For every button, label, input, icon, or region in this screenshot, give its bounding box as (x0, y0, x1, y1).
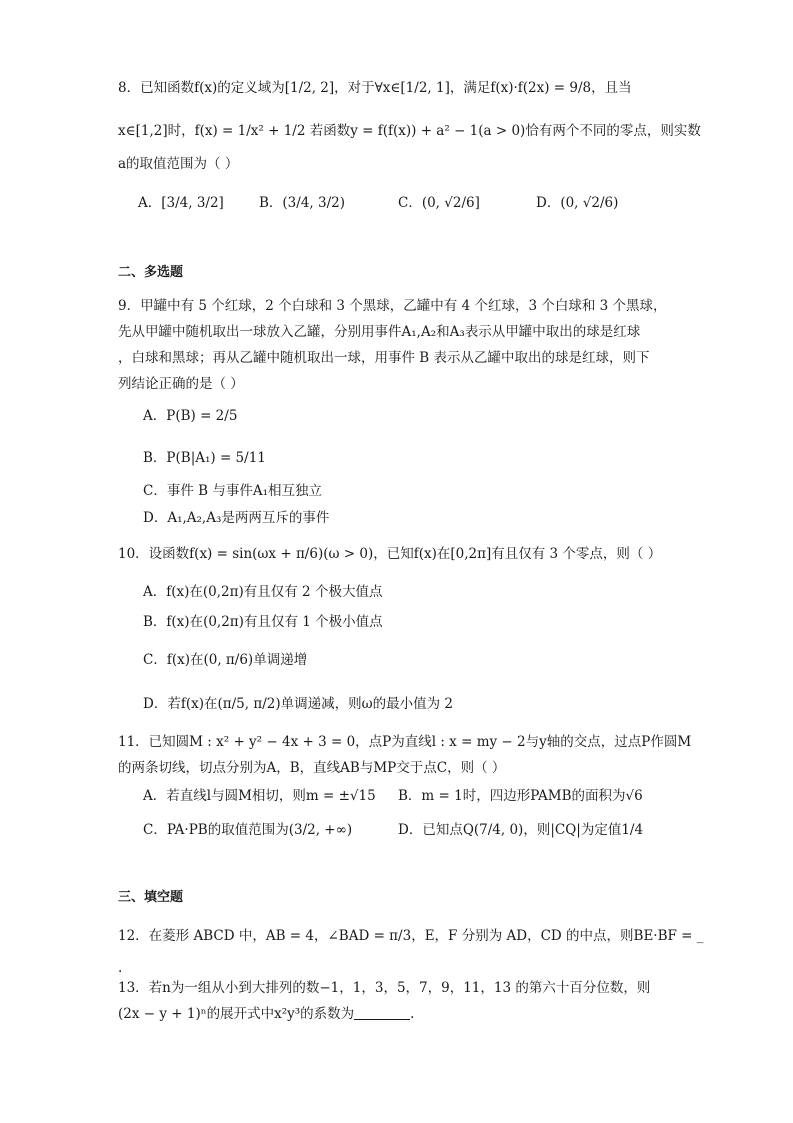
q10-option-a: A．f(x)在(0,2π)有且仅有 2 个极大值点 (143, 584, 383, 600)
section-heading-multiple-choice: 二、多选题 (118, 265, 184, 280)
q11-option-a: A．若直线l与圆M相切，则m = ±√15 (143, 788, 376, 804)
answer-blank (354, 1005, 410, 1020)
q10-line1: 10．设函数f(x) = sin(ωx + π/6)(ω > 0)，已知f(x)在[0,2π]有且仅有 3 个零点，则（ ） (118, 546, 662, 562)
q9-line1: 9．甲罐中有 5 个红球，2 个白球和 3 个黑球，乙罐中有 4 个红球，3 个白球和 3 个黑球， (118, 298, 667, 314)
q9-option-d: D．A₁,A₂,A₃是两两互斥的事件 (143, 510, 330, 526)
q11-option-b: B．m = 1时，四边形PAMB的面积为√6 (398, 788, 643, 804)
q12-line2: . (118, 960, 123, 976)
q10-option-c: C．f(x)在(0, π/6)单调递增 (143, 652, 308, 668)
q13-line1: 13．若n为一组从小到大排列的数−1，1，3，5，7，9，11，13 的第六十百分位数，则 (118, 980, 651, 996)
q11-line2: 的两条切线，切点分别为A，B，直线AB与MP交于点C，则（ ） (118, 760, 506, 776)
q9-option-a: A．P(B) = 2/5 (143, 408, 238, 424)
q11-option-d: D．已知点Q(7/4, 0)，则|CQ|为定值1/4 (398, 822, 644, 838)
q8-line2: x∈[1,2]时，f(x) = 1/x² + 1/2 若函数y = f(f(x)) + a² − 1(a > 0)恰有两个不同的零点，则实数 (118, 123, 701, 139)
section-heading-fill-in: 三、填空题 (118, 890, 184, 905)
q10-option-b: B．f(x)在(0,2π)有且仅有 1 个极小值点 (143, 614, 383, 630)
q9-option-b: B．P(B|A₁) = 5/11 (143, 450, 266, 466)
q13-line2-text: (2x − y + 1)ⁿ的展开式中x²y³的系数为 (118, 1006, 355, 1022)
q10-option-d: D．若f(x)在(π/5, π/2)单调递减，则ω的最小值为 2 (143, 696, 453, 712)
q11-option-c: C．PA·PB的取值范围为(3/2, +∞) (143, 822, 353, 838)
q9-line2: 先从甲罐中随机取出一球放入乙罐，分别用事件A₁,A₂和A₃表示从甲罐中取出的球是红球 (118, 324, 641, 340)
q9-line3: ，白球和黑球；再从乙罐中随机取出一球，用事件 B 表示从乙罐中取出的球是红球，则下 (118, 350, 650, 366)
q12-line1: 12．在菱形 ABCD 中，AB = 4，∠BAD = π/3，E，F 分别为 AD，CD 的中点，则BE·BF = _ (118, 928, 704, 944)
q13-line2: (2x − y + 1)ⁿ的展开式中x²y³的系数为 . (118, 1006, 415, 1022)
q8-option-d: D．(0, √2/6) (536, 195, 619, 211)
q11-line1: 11．已知圆M : x² + y² − 4x + 3 = 0，点P为直线l : x = my − 2与y轴的交点，过点P作圆M (118, 734, 692, 750)
q8-option-c: C．(0, √2/6] (398, 195, 480, 211)
q8-option-a: A．[3/4, 3/2] (138, 195, 224, 211)
q8-line1: 8．已知函数f(x)的定义域为[1/2, 2]，对于∀x∈[1/2, 1]，满足f(x)·f(2x) = 9/8，且当 (118, 80, 632, 96)
q8-option-b: B．(3/4, 3/2) (259, 195, 345, 211)
q9-option-c: C．事件 B 与事件A₁相互独立 (143, 483, 322, 499)
q9-line4: 列结论正确的是（ ） (118, 376, 244, 392)
q8-line3: a的取值范围为（ ） (118, 156, 239, 172)
